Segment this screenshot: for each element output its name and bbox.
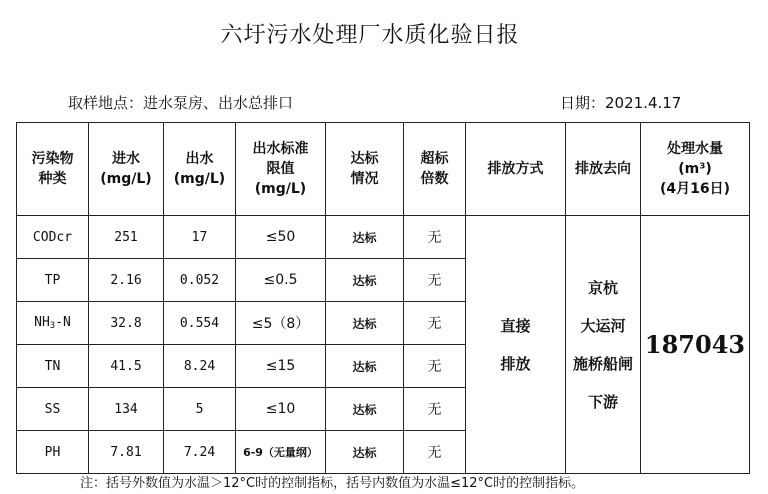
compliance-cell: 达标: [326, 302, 404, 345]
exceed-cell: 无: [404, 302, 466, 345]
standard-cell: 6-9（无量纲）: [236, 431, 326, 474]
pollutant-cell: PH: [17, 431, 89, 474]
exceed-cell: 无: [404, 259, 466, 302]
influent-cell: 134: [89, 388, 164, 431]
header-discharge-destination: 排放去向: [566, 123, 641, 216]
effluent-cell: 8.24: [164, 345, 236, 388]
pollutant-cell: TP: [17, 259, 89, 302]
compliance-cell: 达标: [326, 345, 404, 388]
standard-cell: ≤50: [236, 216, 326, 259]
header-standard: 出水标准 限值 (mg/L): [236, 123, 326, 216]
header-volume: 处理水量 (m³) (4月16日): [641, 123, 750, 216]
compliance-cell: 达标: [326, 216, 404, 259]
header-exceed: 超标 倍数: [404, 123, 466, 216]
header-row: [17, 123, 750, 216]
header-influent: 进水 (mg/L): [89, 123, 164, 216]
influent-cell: 32.8: [89, 302, 164, 345]
effluent-cell: 5: [164, 388, 236, 431]
standard-cell: ≤15: [236, 345, 326, 388]
header-compliance: 达标 情况: [326, 123, 404, 216]
report-title: 六圩污水处理厂水质化验日报: [220, 23, 520, 48]
exceed-cell: 无: [404, 431, 466, 474]
footnote: 注：括号外数值为水温＞12°C时的控制指标，括号内数值为水温≤12°C时的控制指标。: [80, 476, 585, 491]
effluent-cell: 17: [164, 216, 236, 259]
pollutant-cell: CODcr: [17, 216, 89, 259]
discharge-method-cell: 直接 排放: [466, 216, 566, 474]
effluent-cell: 7.24: [164, 431, 236, 474]
standard-cell: ≤5（8）: [236, 302, 326, 345]
exceed-cell: 无: [404, 388, 466, 431]
standard-cell: ≤10: [236, 388, 326, 431]
pollutant-cell: $NH_3-N$: [17, 302, 89, 345]
influent-cell: 41.5: [89, 345, 164, 388]
volume-cell: 187043: [641, 216, 750, 474]
effluent-cell: 0.052: [164, 259, 236, 302]
compliance-cell: 达标: [326, 259, 404, 302]
water-quality-table: [16, 122, 750, 474]
header-pollutant: 污染物 种类: [17, 123, 89, 216]
exceed-cell: 无: [404, 216, 466, 259]
compliance-cell: 达标: [326, 388, 404, 431]
exceed-cell: 无: [404, 345, 466, 388]
effluent-cell: 0.554: [164, 302, 236, 345]
discharge-destination-cell: 京杭 大运河 施桥船闸 下游: [566, 216, 641, 474]
influent-cell: 251: [89, 216, 164, 259]
influent-cell: 2.16: [89, 259, 164, 302]
compliance-cell: 达标: [326, 431, 404, 474]
report-date: 日期：2021.4.17: [560, 94, 682, 112]
table-row: [17, 216, 750, 259]
standard-cell: ≤0.5: [236, 259, 326, 302]
header-discharge-method: 排放方式: [466, 123, 566, 216]
influent-cell: 7.81: [89, 431, 164, 474]
pollutant-cell: TN: [17, 345, 89, 388]
pollutant-cell: SS: [17, 388, 89, 431]
header-effluent: 出水 (mg/L): [164, 123, 236, 216]
sampling-location: 取样地点：进水泵房、出水总排口: [68, 94, 294, 112]
